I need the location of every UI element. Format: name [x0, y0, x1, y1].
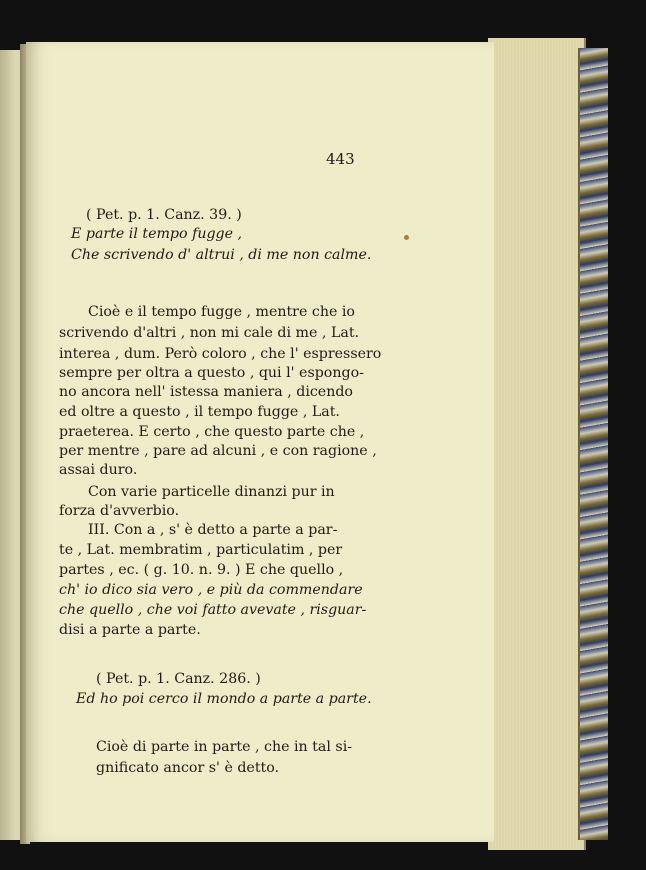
verse-line: Ed ho poi cerco il mondo a parte a parte.: [76, 691, 372, 707]
verse-line: Che scrivendo d' altrui , di me non calme.: [71, 247, 372, 263]
paragraph-line: Cioè e il tempo fugge , mentre che io: [88, 304, 355, 320]
paragraph-line: Cioè di parte in parte , che in tal si-: [96, 739, 353, 755]
page-text: [26, 42, 494, 842]
verse-line: E parte il tempo fugge ,: [71, 226, 243, 242]
paragraph-line: forza d'avverbio.: [59, 503, 180, 519]
citation-line: ( Pet. p. 1. Canz. 286. ): [96, 671, 261, 687]
paragraph-line: scrivendo d'altri , non mi cale di me , Lat.: [59, 325, 360, 341]
paragraph-line: assai duro.: [59, 462, 138, 478]
paragraph-line: partes , ec. ( g. 10. n. 9. ) E che quello ,: [59, 562, 344, 578]
citation-line: ( Pet. p. 1. Canz. 39. ): [86, 207, 242, 223]
page-stain: [404, 235, 409, 240]
paragraph-line: III. Con a , s' è detto a parte a par-: [88, 522, 338, 538]
paragraph-line: ed oltre a questo , il tempo fugge , Lat.: [59, 404, 340, 420]
paragraph-line: no ancora nell' istessa maniera , dicendo: [59, 384, 353, 400]
paragraph-line: disi a parte a parte.: [59, 622, 201, 638]
paragraph-line: Con varie particelle dinanzi pur in: [88, 484, 335, 500]
marbled-cover: [578, 48, 608, 840]
paragraph-line: che quello , che voi fatto avevate , risguar-: [59, 602, 367, 618]
paragraph-line: praeterea. E certo , che questo parte che ,: [59, 424, 365, 440]
paragraph-line: ch' io dico sia vero , e più da commendare: [59, 582, 363, 598]
paragraph-line: gnificato ancor s' è detto.: [96, 760, 280, 776]
paragraph-line: sempre per oltra a questo , qui l' espongo-: [59, 365, 364, 381]
page-block-edges: [488, 38, 586, 850]
paragraph-line: te , Lat. membratim , particulatim , per: [59, 542, 343, 558]
page-number: 443: [326, 150, 355, 168]
book-page: [26, 42, 494, 842]
paragraph-line: per mentre , pare ad alcuni , e con ragione ,: [59, 443, 377, 459]
paragraph-line: interea , dum. Però coloro , che l' espressero: [59, 346, 382, 362]
